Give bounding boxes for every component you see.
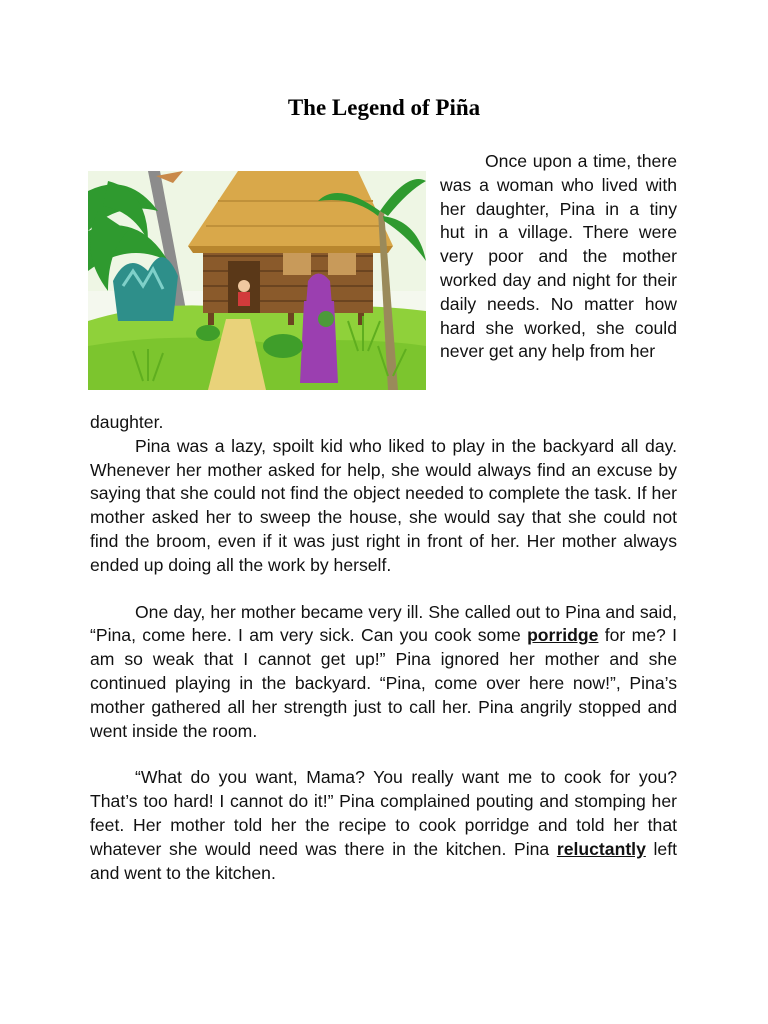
paragraph-3-text-a: One day, her mother became very ill. She called out to Pina and said, “Pina, come here. I am very sick. Can you cook some xyxy=(90,601,677,646)
paragraph-3 xyxy=(90,601,677,744)
intro-paragraph: Once upon a time, there was a woman who lived with her daughter, Pina in a tiny hut in a village. There were very poor and the mother worked day and night for their daily needs. No matter how hard she worked, she could never get any help from her xyxy=(440,151,677,362)
vocab-word-reluctantly: reluctantly xyxy=(556,838,646,859)
intro-side-column xyxy=(440,150,677,364)
vocab-word-porridge: porridge xyxy=(527,625,599,646)
paragraph-2: Pina was a lazy, spoilt kid who liked to play in the backyard all day. Whenever her mother asked for help, she would always find an excuse by saying that she could not find the object needed to complete the task. If her mother asked her to sweep the house, she would say that she could not find the broom, even if it was just right in front of her. Her mother always ended up doing all the work by herself. xyxy=(90,435,677,575)
paragraph-4 xyxy=(90,766,677,885)
paragraph-4-text-b: left and went to the kitchen. xyxy=(90,838,677,883)
hut-scene-image xyxy=(88,171,426,390)
story-illustration xyxy=(88,171,426,390)
story-body xyxy=(90,411,677,885)
story-title: The Legend of Piña xyxy=(287,95,481,120)
paragraph-4-text-a: “What do you want, Mama? You really want me to cook for you? That’s too hard! I cannot do it!” Pina complained pouting and stomping her feet. Her mother told her the recipe to cook porridge and told her that whatever she would need was there in the kitchen. Pina xyxy=(90,767,677,859)
paragraph-3-text-b: for me? I am so weak that I cannot get up!” Pina ignored her mother and she continued playing in the backyard. “Pina, come over here now!”, Pina’s mother gathered all her strength just to call her. Pina angrily stopped and went inside the room. xyxy=(90,625,677,741)
intro-continuation: daughter. xyxy=(90,412,164,432)
